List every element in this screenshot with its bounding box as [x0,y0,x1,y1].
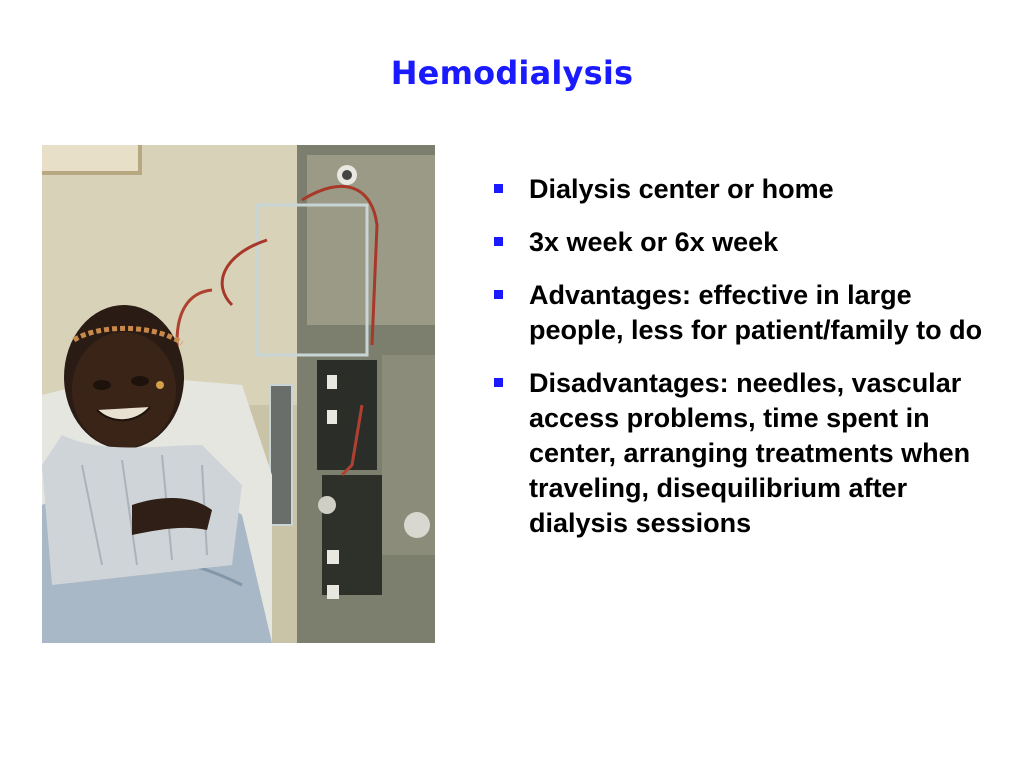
square-bullet-icon [494,184,503,193]
dialysis-photo [42,145,435,643]
bullet-item [492,225,992,260]
bullet-list [492,172,992,559]
bullet-text: Dialysis center or home [529,174,834,204]
bullet-text: 3x week or 6x week [529,227,779,257]
square-bullet-icon [494,237,503,246]
square-bullet-icon [494,290,503,299]
bullet-item [492,172,992,207]
bullet-item [492,366,992,541]
square-bullet-icon [494,378,503,387]
bullet-text: Advantages: effective in large people, less for patient/family to do [529,280,983,345]
bullet-text: Disadvantages: needles, vascular access problems, time spent in center, arranging treatments when traveling, disequilibrium after dialysis sessions [529,368,971,538]
bullet-item [492,278,992,348]
slide-title: Hemodialysis [390,54,634,92]
